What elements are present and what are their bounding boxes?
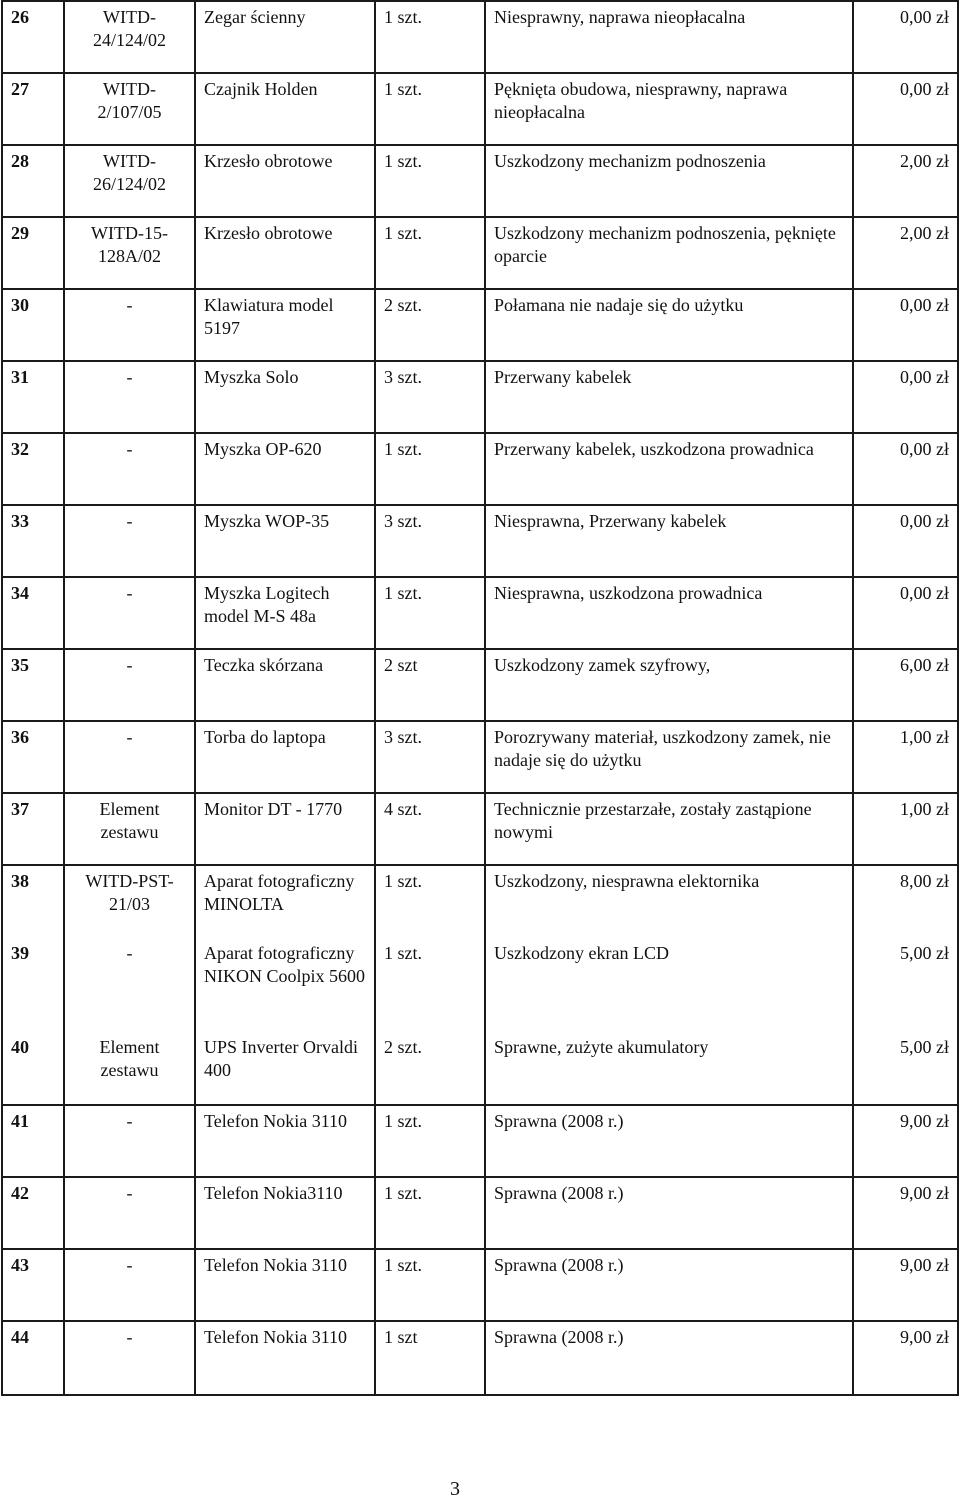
inventory-number: WITD-2/107/05 [64, 73, 195, 145]
item-value-group [853, 865, 958, 1105]
item-name: Klawiatura model 5197 [195, 289, 375, 361]
item-name: Krzesło obrotowe [195, 145, 375, 217]
row-number-group [2, 865, 64, 1105]
item-quantity: 4 szt. [375, 793, 485, 865]
item-name: Czajnik Holden [195, 73, 375, 145]
item-quantity: 1 szt. [375, 1177, 485, 1249]
item-value: 8,00 zł [900, 871, 949, 891]
table-row-merged [2, 865, 958, 1105]
item-value: 6,00 zł [853, 649, 958, 721]
item-value: 0,00 zł [853, 1, 958, 73]
table-row [2, 649, 958, 721]
row-number: 36 [2, 721, 64, 793]
item-condition: Sprawna (2008 r.) [485, 1249, 853, 1321]
item-condition: Uszkodzony, niesprawna elektornika [494, 871, 760, 891]
item-condition-group [485, 865, 853, 1105]
inventory-number: WITD-26/124/02 [64, 145, 195, 217]
row-number: 40 [11, 1037, 29, 1057]
item-quantity: 1 szt. [375, 433, 485, 505]
item-name: Myszka OP-620 [195, 433, 375, 505]
item-condition: Przerwany kabelek [485, 361, 853, 433]
inventory-number: - [64, 505, 195, 577]
inventory-number: WITD-PST-21/03 [85, 871, 174, 914]
inventory-number: - [64, 721, 195, 793]
row-number: 28 [2, 145, 64, 217]
inventory-number: WITD-24/124/02 [64, 1, 195, 73]
item-name: Telefon Nokia 3110 [195, 1105, 375, 1177]
item-value: 2,00 zł [853, 217, 958, 289]
item-quantity: 3 szt. [375, 721, 485, 793]
table-row [2, 1105, 958, 1177]
table-row [2, 433, 958, 505]
table-row [2, 361, 958, 433]
item-name-group [195, 865, 375, 1105]
table-row [2, 793, 958, 865]
item-name: Myszka Logitech model M-S 48a [195, 577, 375, 649]
table-row [2, 1177, 958, 1249]
row-number: 26 [2, 1, 64, 73]
item-quantity-group [375, 865, 485, 1105]
inventory-number: WITD-15-128A/02 [64, 217, 195, 289]
item-name: Telefon Nokia3110 [195, 1177, 375, 1249]
item-quantity: 2 szt [375, 649, 485, 721]
item-name: Aparat fotograficzny MINOLTA [204, 871, 355, 914]
inventory-number: - [64, 649, 195, 721]
item-value: 5,00 zł [900, 943, 949, 963]
item-condition: Uszkodzony mechanizm podnoszenia [485, 145, 853, 217]
row-number: 33 [2, 505, 64, 577]
item-condition: Niesprawna, uszkodzona prowadnica [485, 577, 853, 649]
item-condition: Sprawna (2008 r.) [485, 1177, 853, 1249]
item-value: 9,00 zł [853, 1177, 958, 1249]
item-condition: Pęknięta obudowa, niesprawny, naprawa nieopłacalna [485, 73, 853, 145]
item-condition: Połamana nie nadaje się do użytku [485, 289, 853, 361]
item-value: 0,00 zł [853, 505, 958, 577]
item-quantity: 1 szt. [375, 1105, 485, 1177]
row-number: 34 [2, 577, 64, 649]
inventory-number: - [64, 1177, 195, 1249]
item-condition: Niesprawny, naprawa nieopłacalna [485, 1, 853, 73]
row-number: 39 [11, 943, 29, 963]
item-condition: Uszkodzony ekran LCD [494, 943, 669, 963]
item-name: Myszka Solo [195, 361, 375, 433]
row-number: 27 [2, 73, 64, 145]
item-name: Telefon Nokia 3110 [195, 1321, 375, 1395]
item-quantity: 3 szt. [375, 505, 485, 577]
item-quantity: 1 szt. [375, 577, 485, 649]
table-row [2, 721, 958, 793]
row-number: 35 [2, 649, 64, 721]
item-value: 1,00 zł [853, 721, 958, 793]
item-value: 9,00 zł [853, 1321, 958, 1395]
item-quantity: 3 szt. [375, 361, 485, 433]
row-number: 29 [2, 217, 64, 289]
item-quantity: 1 szt. [375, 217, 485, 289]
row-number: 41 [2, 1105, 64, 1177]
inventory-number: - [64, 361, 195, 433]
item-quantity: 1 szt. [384, 943, 422, 963]
table-row [2, 577, 958, 649]
row-number: 31 [2, 361, 64, 433]
item-value: 0,00 zł [853, 73, 958, 145]
item-condition: Sprawne, zużyte akumulatory [494, 1037, 709, 1057]
page-number: 3 [450, 1478, 460, 1500]
item-condition: Sprawna (2008 r.) [485, 1321, 853, 1395]
table-row [2, 217, 958, 289]
item-name: UPS Inverter Orvaldi 400 [204, 1037, 358, 1080]
inventory-number: - [64, 1321, 195, 1395]
item-quantity: 1 szt. [375, 1, 485, 73]
item-name: Torba do laptopa [195, 721, 375, 793]
item-value: 5,00 zł [900, 1037, 949, 1057]
table-row [2, 1249, 958, 1321]
item-name: Telefon Nokia 3110 [195, 1249, 375, 1321]
inventory-number: Element zestawu [64, 793, 195, 865]
inventory-number: - [64, 577, 195, 649]
inventory-number: Element zestawu [99, 1037, 160, 1080]
row-number: 32 [2, 433, 64, 505]
row-number: 43 [2, 1249, 64, 1321]
table-row [2, 73, 958, 145]
item-condition: Niesprawna, Przerwany kabelek [485, 505, 853, 577]
item-condition: Technicznie przestarzałe, zostały zastąpione nowymi [485, 793, 853, 865]
item-name: Aparat fotograficzny NIKON Coolpix 5600 [204, 943, 365, 986]
inventory-number: - [64, 1249, 195, 1321]
row-number: 37 [2, 793, 64, 865]
item-condition: Uszkodzony zamek szyfrowy, [485, 649, 853, 721]
item-value: 2,00 zł [853, 145, 958, 217]
row-number: 38 [11, 871, 29, 891]
table-row [2, 1321, 958, 1395]
table-row [2, 1, 958, 73]
item-quantity: 2 szt. [384, 1037, 422, 1057]
item-quantity: 2 szt. [375, 289, 485, 361]
item-condition: Uszkodzony mechanizm podnoszenia, pęknięte oparcie [485, 217, 853, 289]
row-number: 30 [2, 289, 64, 361]
table-row [2, 505, 958, 577]
item-value: 0,00 zł [853, 577, 958, 649]
item-name: Myszka WOP-35 [195, 505, 375, 577]
item-value: 0,00 zł [853, 433, 958, 505]
item-name: Krzesło obrotowe [195, 217, 375, 289]
item-quantity: 1 szt. [375, 1249, 485, 1321]
inventory-number: - [64, 1105, 195, 1177]
table-row [2, 289, 958, 361]
item-value: 0,00 zł [853, 361, 958, 433]
item-name: Monitor DT - 1770 [195, 793, 375, 865]
item-condition: Porozrywany materiał, uszkodzony zamek, nie nadaje się do użytku [485, 721, 853, 793]
item-quantity: 1 szt. [384, 871, 422, 891]
inventory-number: - [64, 289, 195, 361]
item-quantity: 1 szt [375, 1321, 485, 1395]
item-value: 9,00 zł [853, 1105, 958, 1177]
row-number: 44 [2, 1321, 64, 1395]
item-name: Teczka skórzana [195, 649, 375, 721]
item-value: 0,00 zł [853, 289, 958, 361]
inventory-table [1, 0, 959, 1396]
inventory-number-group [64, 865, 195, 1105]
item-value: 1,00 zł [853, 793, 958, 865]
item-name: Zegar ścienny [195, 1, 375, 73]
item-condition: Sprawna (2008 r.) [485, 1105, 853, 1177]
item-quantity: 1 szt. [375, 145, 485, 217]
row-number: 42 [2, 1177, 64, 1249]
table-row [2, 145, 958, 217]
item-value: 9,00 zł [853, 1249, 958, 1321]
item-condition: Przerwany kabelek, uszkodzona prowadnica [485, 433, 853, 505]
item-quantity: 1 szt. [375, 73, 485, 145]
inventory-number: - [64, 433, 195, 505]
inventory-number: - [126, 943, 133, 963]
